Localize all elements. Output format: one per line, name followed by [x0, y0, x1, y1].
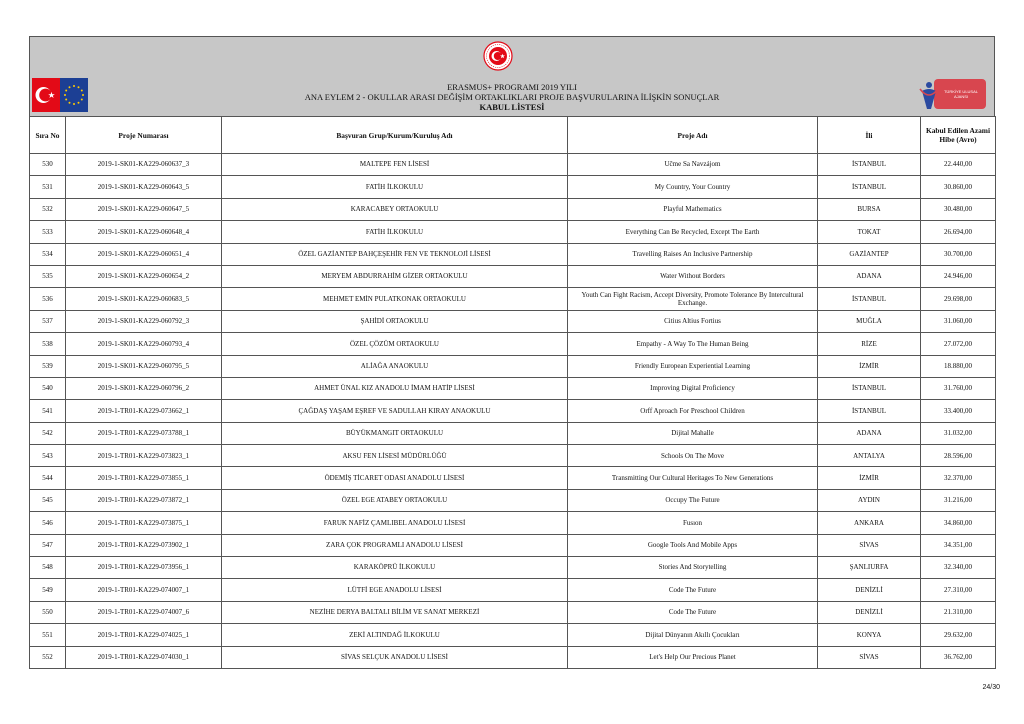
cell-ili: ADANA — [818, 422, 921, 444]
cell-kurum-adi: FATİH İLKOKULU — [222, 176, 568, 198]
cell-proje-adi: Citius Altius Fortius — [568, 310, 818, 332]
cell-hibe: 30.480,00 — [921, 198, 996, 220]
cell-proje-adi: Improving Digital Proficiency — [568, 377, 818, 399]
cell-proje-numarasi: 2019-1-TR01-KA229-074007_1 — [66, 579, 222, 601]
cell-sira-no: 544 — [30, 467, 66, 489]
cell-hibe: 21.310,00 — [921, 601, 996, 623]
cell-sira-no: 545 — [30, 489, 66, 511]
cell-proje-numarasi: 2019-1-SK01-KA229-060792_3 — [66, 310, 222, 332]
cell-ili: İZMİR — [818, 467, 921, 489]
cell-sira-no: 537 — [30, 310, 66, 332]
cell-hibe: 34.351,00 — [921, 534, 996, 556]
cell-kurum-adi: ZARA ÇOK PROGRAMLI ANADOLU LİSESİ — [222, 534, 568, 556]
table-row — [30, 646, 996, 668]
list-title: KABUL LİSTESİ — [479, 102, 545, 112]
cell-sira-no: 546 — [30, 512, 66, 534]
cell-proje-numarasi: 2019-1-SK01-KA229-060796_2 — [66, 377, 222, 399]
cell-hibe: 29.632,00 — [921, 624, 996, 646]
cell-hibe: 18.880,00 — [921, 355, 996, 377]
cell-sira-no: 542 — [30, 422, 66, 444]
col-sira-no: Sıra No — [30, 117, 66, 154]
cell-kurum-adi: ALİAĞA ANAOKULU — [222, 355, 568, 377]
cell-ili: ANTALYA — [818, 445, 921, 467]
cell-proje-adi: Everything Can Be Recycled, Except The Earth — [568, 221, 818, 243]
table-row — [30, 288, 996, 310]
cell-ili: İSTANBUL — [818, 400, 921, 422]
cell-proje-adi: Playful Mathematics — [568, 198, 818, 220]
cell-hibe: 24.946,00 — [921, 265, 996, 287]
acceptance-table — [29, 116, 996, 669]
cell-proje-numarasi: 2019-1-TR01-KA229-073956_1 — [66, 557, 222, 579]
cell-proje-adi: Stories And Storytelling — [568, 557, 818, 579]
cell-proje-adi: Youth Can Fight Racism, Accept Diversity, Promote Tolerance By Intercultural Exchange. — [568, 288, 818, 310]
cell-ili: İSTANBUL — [818, 154, 921, 176]
col-hibe: Kabul Edilen Azami Hibe (Avro) — [921, 117, 996, 154]
table-row — [30, 176, 996, 198]
cell-ili: ADANA — [818, 265, 921, 287]
cell-sira-no: 540 — [30, 377, 66, 399]
table-row — [30, 154, 996, 176]
cell-proje-numarasi: 2019-1-SK01-KA229-060793_4 — [66, 333, 222, 355]
cell-hibe: 28.596,00 — [921, 445, 996, 467]
cell-proje-adi: Učme Sa Navzájom — [568, 154, 818, 176]
cell-sira-no: 531 — [30, 176, 66, 198]
cell-proje-numarasi: 2019-1-TR01-KA229-073823_1 — [66, 445, 222, 467]
cell-kurum-adi: LÜTFİ EGE ANADOLU LİSESİ — [222, 579, 568, 601]
cell-proje-adi: Water Without Borders — [568, 265, 818, 287]
cell-ili: BURSA — [818, 198, 921, 220]
cell-hibe: 36.762,00 — [921, 646, 996, 668]
cell-ili: DENİZLİ — [818, 601, 921, 623]
cell-kurum-adi: ŞAHİDİ ORTAOKULU — [222, 310, 568, 332]
cell-sira-no: 539 — [30, 355, 66, 377]
cell-ili: TOKAT — [818, 221, 921, 243]
cell-hibe: 33.400,00 — [921, 400, 996, 422]
table-row — [30, 377, 996, 399]
cell-proje-adi: Google Tools And Mobile Apps — [568, 534, 818, 556]
cell-proje-adi: My Country, Your Country — [568, 176, 818, 198]
table-row — [30, 265, 996, 287]
cell-proje-numarasi: 2019-1-SK01-KA229-060647_5 — [66, 198, 222, 220]
cell-proje-numarasi: 2019-1-TR01-KA229-073855_1 — [66, 467, 222, 489]
cell-proje-adi: Transmitting Our Cultural Heritages To New Generations — [568, 467, 818, 489]
cell-proje-numarasi: 2019-1-TR01-KA229-074025_1 — [66, 624, 222, 646]
cell-sira-no: 550 — [30, 601, 66, 623]
cell-sira-no: 538 — [30, 333, 66, 355]
program-title: ERASMUS+ PROGRAMI 2019 YILI — [447, 82, 577, 92]
cell-hibe: 30.700,00 — [921, 243, 996, 265]
cell-ili: İSTANBUL — [818, 288, 921, 310]
table-row — [30, 243, 996, 265]
cell-ili: İZMİR — [818, 355, 921, 377]
cell-kurum-adi: AKSU FEN LİSESİ MÜDÜRLÜĞÜ — [222, 445, 568, 467]
cell-proje-numarasi: 2019-1-SK01-KA229-060654_2 — [66, 265, 222, 287]
cell-ili: AYDIN — [818, 489, 921, 511]
cell-sira-no: 551 — [30, 624, 66, 646]
cell-sira-no: 533 — [30, 221, 66, 243]
cell-ili: İSTANBUL — [818, 176, 921, 198]
cell-hibe: 32.370,00 — [921, 467, 996, 489]
table-row — [30, 445, 996, 467]
cell-proje-numarasi: 2019-1-TR01-KA229-074007_6 — [66, 601, 222, 623]
table-row — [30, 221, 996, 243]
table-row — [30, 198, 996, 220]
cell-hibe: 31.032,00 — [921, 422, 996, 444]
col-ili: İli — [818, 117, 921, 154]
cell-sira-no: 543 — [30, 445, 66, 467]
cell-hibe: 27.310,00 — [921, 579, 996, 601]
cell-sira-no: 541 — [30, 400, 66, 422]
cell-kurum-adi: FATİH İLKOKULU — [222, 221, 568, 243]
page-number: 24/30 — [982, 684, 1000, 691]
cell-kurum-adi: FARUK NAFİZ ÇAMLIBEL ANADOLU LİSESİ — [222, 512, 568, 534]
cell-kurum-adi: MERYEM ABDURRAHİM GİZER ORTAOKULU — [222, 265, 568, 287]
col-proje-numarasi: Proje Numarası — [66, 117, 222, 154]
cell-sira-no: 552 — [30, 646, 66, 668]
cell-sira-no: 530 — [30, 154, 66, 176]
cell-ili: İSTANBUL — [818, 377, 921, 399]
col-proje-adi: Proje Adı — [568, 117, 818, 154]
table-row — [30, 310, 996, 332]
cell-ili: ŞANLIURFA — [818, 557, 921, 579]
cell-kurum-adi: ÖZEL EGE ATABEY ORTAOKULU — [222, 489, 568, 511]
cell-proje-adi: Empathy - A Way To The Human Being — [568, 333, 818, 355]
cell-proje-numarasi: 2019-1-TR01-KA229-074030_1 — [66, 646, 222, 668]
national-agency-logo-text: TÜRKİYE ULUSAL AJANSI — [943, 89, 978, 99]
cell-ili: GAZİANTEP — [818, 243, 921, 265]
document-frame — [29, 36, 995, 680]
cell-sira-no: 532 — [30, 198, 66, 220]
cell-hibe: 31.060,00 — [921, 310, 996, 332]
cell-kurum-adi: NEZİHE DERYA BALTALI BİLİM VE SANAT MERKEZİ — [222, 601, 568, 623]
cell-proje-numarasi: 2019-1-TR01-KA229-073875_1 — [66, 512, 222, 534]
cell-ili: SİVAS — [818, 534, 921, 556]
cell-kurum-adi: MEHMET EMİN PULATKONAK ORTAOKULU — [222, 288, 568, 310]
cell-proje-adi: Let's Help Our Precious Planet — [568, 646, 818, 668]
cell-kurum-adi: ÖZEL ÇÖZÜM ORTAOKULU — [222, 333, 568, 355]
cell-kurum-adi: AHMET ÜNAL KIZ ANADOLU İMAM HATİP LİSESİ — [222, 377, 568, 399]
table-row — [30, 355, 996, 377]
cell-hibe: 34.860,00 — [921, 512, 996, 534]
cell-proje-adi: Code The Future — [568, 601, 818, 623]
cell-kurum-adi: KARAKÖPRÜ İLKOKULU — [222, 557, 568, 579]
cell-proje-adi: Friendly European Experiential Learning — [568, 355, 818, 377]
cell-proje-numarasi: 2019-1-SK01-KA229-060795_5 — [66, 355, 222, 377]
cell-proje-adi: Dijital Dünyanın Akıllı Çocukları — [568, 624, 818, 646]
cell-hibe: 31.216,00 — [921, 489, 996, 511]
table-row — [30, 467, 996, 489]
table-row — [30, 400, 996, 422]
cell-ili: SİVAS — [818, 646, 921, 668]
header-titles — [30, 82, 994, 112]
cell-proje-numarasi: 2019-1-TR01-KA229-073902_1 — [66, 534, 222, 556]
cell-proje-adi: Code The Future — [568, 579, 818, 601]
results-title: ANA EYLEM 2 - OKULLAR ARASI DEĞİŞİM ORTAKLIKLARI PROJE BAŞVURULARINA İLİŞKİN SONUÇLAR — [304, 92, 720, 102]
cell-proje-numarasi: 2019-1-SK01-KA229-060643_5 — [66, 176, 222, 198]
cell-kurum-adi: ZEKİ ALTINDAĞ İLKOKULU — [222, 624, 568, 646]
table-row — [30, 579, 996, 601]
cell-proje-numarasi: 2019-1-TR01-KA229-073788_1 — [66, 422, 222, 444]
cell-kurum-adi: MALTEPE FEN LİSESİ — [222, 154, 568, 176]
table-row — [30, 333, 996, 355]
cell-sira-no: 549 — [30, 579, 66, 601]
table-row — [30, 512, 996, 534]
cell-proje-numarasi: 2019-1-SK01-KA229-060651_4 — [66, 243, 222, 265]
cell-proje-adi: Dijital Mahalle — [568, 422, 818, 444]
cell-hibe: 29.698,00 — [921, 288, 996, 310]
cell-kurum-adi: SİVAS SELÇUK ANADOLU LİSESİ — [222, 646, 568, 668]
cell-sira-no: 548 — [30, 557, 66, 579]
cell-proje-numarasi: 2019-1-TR01-KA229-073872_1 — [66, 489, 222, 511]
cell-proje-numarasi: 2019-1-SK01-KA229-060637_3 — [66, 154, 222, 176]
cell-hibe: 27.072,00 — [921, 333, 996, 355]
table-body — [30, 154, 996, 669]
cell-proje-adi: Occupy The Future — [568, 489, 818, 511]
cell-kurum-adi: KARACABEY ORTAOKULU — [222, 198, 568, 220]
cell-sira-no: 534 — [30, 243, 66, 265]
cell-proje-adi: Schools On The Move — [568, 445, 818, 467]
cell-sira-no: 535 — [30, 265, 66, 287]
cell-ili: KONYA — [818, 624, 921, 646]
cell-ili: RİZE — [818, 333, 921, 355]
cell-proje-adi: Fusıon — [568, 512, 818, 534]
cell-hibe: 26.694,00 — [921, 221, 996, 243]
table-row — [30, 534, 996, 556]
cell-ili: DENİZLİ — [818, 579, 921, 601]
cell-hibe: 32.340,00 — [921, 557, 996, 579]
cell-ili: ANKARA — [818, 512, 921, 534]
table-row — [30, 624, 996, 646]
cell-proje-numarasi: 2019-1-TR01-KA229-073662_1 — [66, 400, 222, 422]
table-row — [30, 557, 996, 579]
cell-hibe: 30.860,00 — [921, 176, 996, 198]
cell-sira-no: 536 — [30, 288, 66, 310]
table-row — [30, 422, 996, 444]
cell-hibe: 31.760,00 — [921, 377, 996, 399]
cell-kurum-adi: BÜYÜKMANGIT ORTAOKULU — [222, 422, 568, 444]
col-kurum-adi: Başvuran Grup/Kurum/Kuruluş Adı — [222, 117, 568, 154]
cell-hibe: 22.440,00 — [921, 154, 996, 176]
table-header-row — [30, 117, 996, 154]
cell-sira-no: 547 — [30, 534, 66, 556]
table-row — [30, 489, 996, 511]
cell-proje-numarasi: 2019-1-SK01-KA229-060683_5 — [66, 288, 222, 310]
cell-proje-numarasi: 2019-1-SK01-KA229-060648_4 — [66, 221, 222, 243]
cell-kurum-adi: ÖZEL GAZİANTEP BAHÇEŞEHİR FEN VE TEKNOLOJİ LİSESİ — [222, 243, 568, 265]
cell-kurum-adi: ÇAĞDAŞ YAŞAM EŞREF VE SADULLAH KIRAY ANAOKULU — [222, 400, 568, 422]
table-row — [30, 601, 996, 623]
document-header — [29, 36, 995, 116]
cell-proje-adi: Orff Aproach For Preschool Children — [568, 400, 818, 422]
ministry-seal-icon — [483, 41, 513, 71]
cell-ili: MUĞLA — [818, 310, 921, 332]
cell-kurum-adi: ÖDEMİŞ TİCARET ODASI ANADOLU LİSESİ — [222, 467, 568, 489]
cell-proje-adi: Travelling Raises An Inclusive Partnership — [568, 243, 818, 265]
